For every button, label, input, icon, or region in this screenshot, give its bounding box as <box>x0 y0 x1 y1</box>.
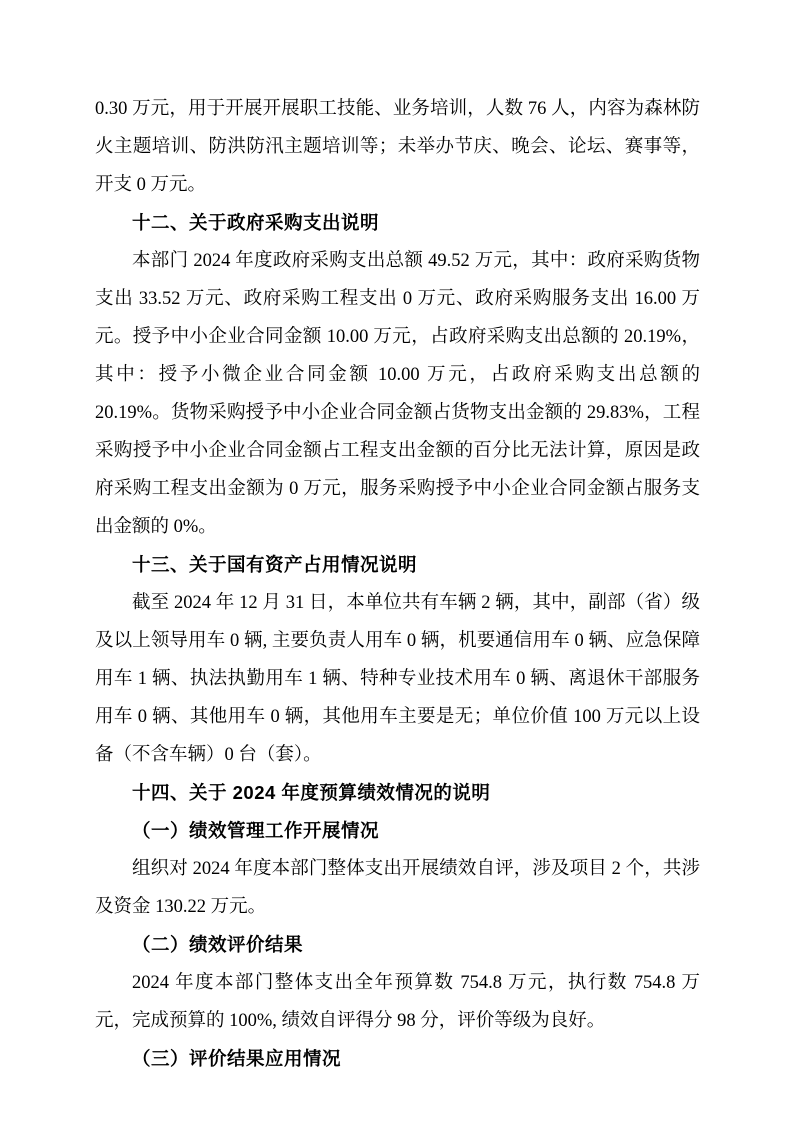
section-heading-12-government-procurement: 十二、关于政府采购支出说明 <box>132 212 380 233</box>
paragraph-training-expense-continued: 0.30 万元，用于开展开展职工技能、业务培训，人数 76 人，内容为森林防火主题培训、防洪防汛主题培训等；未举办节庆、晚会、论坛、赛事等，开支 0 万元。 <box>95 99 700 195</box>
paragraph-state-assets-details: 截至 2024 年 12 月 31 日，本单位共有车辆 2 辆，其中，副部（省）级及以上领导用车 0 辆, 主要负责人用车 0 辆，机要通信用车 0 辆、应急保障用车 1 辆、执法执勤用车 1 辆、特种专业技术用车 0 辆、离退休干部服务用车 0 辆、其他用车 0 辆，其他用车主要是无；单位价值 100 万元以上设备（不含车辆）0 台（套）。 <box>95 593 700 765</box>
paragraph-procurement-details: 本部门 2024 年度政府采购支出总额 49.52 万元，其中：政府采购货物支出 33.52 万元、政府采购工程支出 0 万元、政府采购服务支出 16.00 万元。授予中小企业合同金额 10.00 万元，占政府采购支出总额的 20.19%，其中：授予小微企业合同金额 10.00 万元，占政府采购支出总额的 20.19%。货物采购授予中小企业合同金额占货物支出金额的 29.83%，工程采购授予中小企业合同金额占工程支出金额的百分比无法计算，原因是政府采购工程支出金额为 0 万元，服务采购授予中小企业合同金额占服务支出金额的 0%。 <box>95 251 700 537</box>
section-heading-13-state-assets: 十三、关于国有资产占用情况说明 <box>132 554 418 575</box>
section-heading-14-budget-performance: 十四、关于 2024 年度预算绩效情况的说明 <box>132 782 491 803</box>
paragraph-performance-self-evaluation: 组织对 2024 年度本部门整体支出开展绩效自评，涉及项目 2 个，共涉及资金 130.22 万元。 <box>95 859 700 917</box>
paragraph-evaluation-results-details: 2024 年度本部门整体支出全年预算数 754.8 万元，执行数 754.8 万元，完成预算的 100%, 绩效自评得分 98 分，评价等级为良好。 <box>95 973 700 1031</box>
sub-heading-1-performance-management: （一）绩效管理工作开展情况 <box>132 820 380 841</box>
sub-heading-2-evaluation-results: （二）绩效评价结果 <box>132 934 304 955</box>
sub-heading-3-results-application: （三）评价结果应用情况 <box>132 1048 342 1069</box>
